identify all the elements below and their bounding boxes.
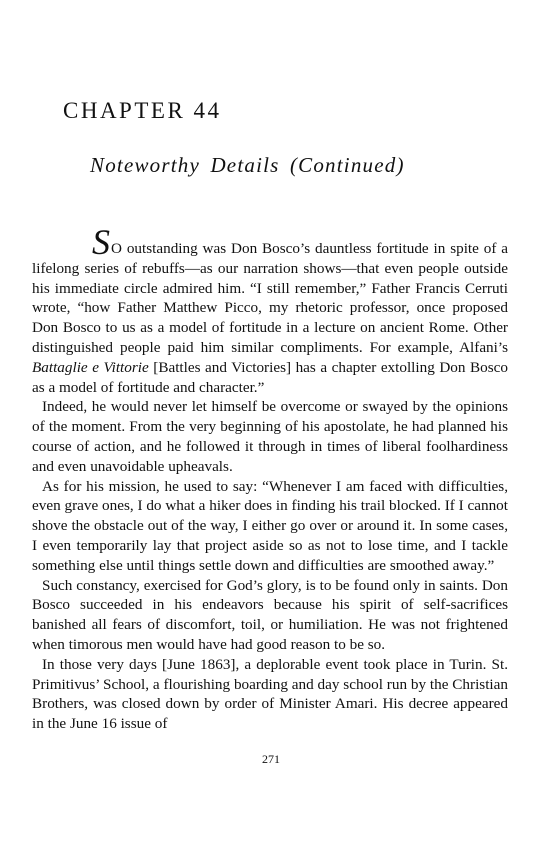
paragraph-2: Indeed, he would never let himself be overcome or swayed by the opinions of the moment. From the very beginning of his apostolate, he had planned his course of action, and he followed it through in times of liberal foolhardiness and even unavoidable upheavals.: [32, 398, 508, 475]
paragraph-4: Such constancy, exercised for God’s glory, is to be found only in saints. Don Bosco succeeded in his endeavors because his spirit of self-sacrifices banished all fears of discomfort, toil, or humiliation. He was not frightened when timorous men would have had good reason to be so.: [32, 576, 508, 653]
paragraph-1: [32, 222, 508, 397]
chapter-body: [32, 222, 508, 734]
book-title-italic: Battaglie e Vittorie: [32, 358, 149, 376]
paragraph-1-text-end: [Battles and Victories] has a chapter extolling Don Bosco as a model of fortitude and character.”: [32, 358, 508, 396]
paragraph-1-text-start: O outstanding was Don Bosco’s dauntless fortitude in spite of a lifelong series of rebuffs—as our narration shows—that even people outside his immediate circle admired him. “I still remember,” Father Francis Cerruti wrote, “how Father Matthew Picco, my rhetoric professor, once proposed Don Bosco to us as a model of fortitude in a lecture on ancient Rome. Other distinguished people paid him similar compliments. For example, Alfani’s: [32, 240, 508, 356]
chapter-heading: CHAPTER 44: [63, 98, 222, 123]
drop-cap-letter: S: [92, 222, 110, 262]
paragraph-3: As for his mission, he used to say: “Whenever I am faced with difficulties, even grave ones, I do what a hiker does in finding his trail blocked. If I cannot shove the obstacle out of the way, I either go over or around it. In some cases, I even temporarily lay that project aside so as not to lose time, and I tackle something else until things settle down and difficulties are smoothed away.”: [32, 477, 508, 574]
paragraph-5: In those very days [June 1863], a deplorable event took place in Turin. St. Primitivus’ School, a flourishing boarding and day school run by the Christian Brothers, was closed down by order of Minister Amari. His decree appeared in the June 16 issue of: [32, 655, 508, 733]
page-number: 271: [262, 752, 280, 766]
chapter-subtitle: Noteworthy Details (Continued): [90, 153, 405, 177]
